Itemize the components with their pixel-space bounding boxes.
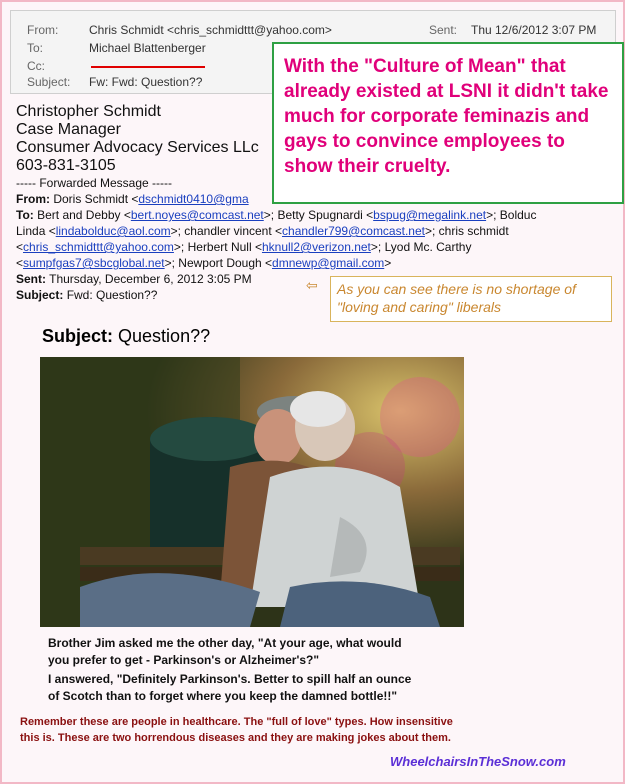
forward-to-label: To: bbox=[16, 208, 34, 222]
to-l1-email2[interactable]: bspug@megalink.net bbox=[373, 208, 487, 222]
to-l2-email1[interactable]: lindabolduc@aol.com bbox=[55, 224, 171, 238]
cc-label: Cc: bbox=[27, 59, 45, 73]
comment-line-2: this is. These are two horrendous diseases and they are making jokes about them. bbox=[20, 732, 451, 744]
to-l3-end: >; Lyod Mc. Carthy bbox=[370, 240, 472, 254]
forward-sent-row bbox=[16, 272, 252, 286]
to-l4-end: > bbox=[384, 256, 392, 270]
from-value[interactable]: Chris Schmidt <chris_schmidttt@yahoo.com> bbox=[89, 23, 332, 37]
to-l1-name: Bert and Debby < bbox=[37, 208, 131, 222]
to-l3-email2[interactable]: hknull2@verizon.net bbox=[261, 240, 371, 254]
forward-to-row-4 bbox=[16, 256, 391, 270]
to-l4-email1[interactable]: sumpfgas7@sbcglobal.net bbox=[23, 256, 165, 270]
to-l3-email1[interactable]: chris_schmidttt@yahoo.com bbox=[23, 240, 174, 254]
photo-two-elderly-men-on-bench bbox=[40, 357, 464, 627]
to-l4-email2[interactable]: dmnewp@gmail.com bbox=[272, 256, 385, 270]
forward-subject-label: Subject: bbox=[16, 288, 64, 302]
forward-from-name: Doris Schmidt < bbox=[53, 192, 139, 206]
sent-value: Thu 12/6/2012 3:07 PM bbox=[471, 23, 597, 37]
body-subject-label: Subject: bbox=[42, 326, 114, 346]
to-l2-mid: >; chandler vincent < bbox=[170, 224, 283, 238]
forward-divider: ----- Forwarded Message ----- bbox=[16, 176, 173, 190]
joke-line-1: Brother Jim asked me the other day, "At your age, what would bbox=[48, 636, 402, 650]
signature-company: Consumer Advocacy Services LLc bbox=[16, 139, 259, 156]
forward-sent-value: Thursday, December 6, 2012 3:05 PM bbox=[49, 272, 252, 286]
subject-label: Subject: bbox=[27, 75, 71, 89]
note-text: As you can see there is no shortage of "loving and caring" liberals bbox=[337, 281, 576, 315]
body-subject-value: Question?? bbox=[118, 326, 211, 346]
joke-line-2: you prefer to get - Parkinson's or Alzheimer's?" bbox=[48, 653, 320, 667]
forward-to-row-2 bbox=[16, 224, 509, 238]
to-label: To: bbox=[27, 41, 44, 55]
joke-line-3: I answered, "Definitely Parkinson's. Better to spill half an ounce bbox=[48, 672, 412, 686]
joke-line-4: of Scotch than to forget where you keep the damned bottle!!" bbox=[48, 689, 398, 703]
commentary-callout bbox=[272, 42, 624, 204]
forward-sent-label: Sent: bbox=[16, 272, 46, 286]
forward-subject-row bbox=[16, 288, 157, 302]
to-l2-name: Linda < bbox=[16, 224, 56, 238]
to-l2-end: >; chris schmidt bbox=[424, 224, 509, 238]
signature-title: Case Manager bbox=[16, 121, 121, 138]
forward-from-label: From: bbox=[16, 192, 50, 206]
callout-text: With the "Culture of Mean" that already existed at LSNI it didn't take much for corporate feminazis and gays to convince employees to show their cruelty. bbox=[284, 56, 609, 177]
forward-from-email[interactable]: dschmidt0410@gma bbox=[138, 192, 249, 206]
forward-from-row bbox=[16, 192, 249, 206]
to-l1-email1[interactable]: bert.noyes@comcast.net bbox=[130, 208, 264, 222]
sent-label: Sent: bbox=[429, 23, 458, 37]
to-l4-mid: >; Newport Dough < bbox=[164, 256, 273, 270]
to-l4-start: < bbox=[16, 256, 24, 270]
photo-illustration bbox=[40, 357, 464, 627]
to-l3-start: < bbox=[16, 240, 24, 254]
signature-phone: 603-831-3105 bbox=[16, 157, 116, 174]
comment-line-1: Remember these are people in healthcare. The "full of love" types. How insensitive bbox=[20, 716, 453, 728]
to-l2-email2[interactable]: chandler799@comcast.net bbox=[282, 224, 425, 238]
to-l1-end: >; Bolduc bbox=[486, 208, 537, 222]
site-watermark: WheelchairsInTheSnow.com bbox=[390, 754, 566, 769]
forward-to-row-3 bbox=[16, 240, 471, 254]
to-value[interactable]: Michael Blattenberger bbox=[89, 41, 206, 55]
forward-subject-value: Fwd: Question?? bbox=[66, 288, 158, 302]
body-subject bbox=[42, 326, 210, 347]
from-label: From: bbox=[27, 23, 59, 37]
forward-to-row-1 bbox=[16, 208, 536, 222]
subject-value: Fw: Fwd: Question?? bbox=[89, 75, 203, 89]
to-l1-mid: >; Betty Spugnardi < bbox=[263, 208, 374, 222]
signature-name: Christopher Schmidt bbox=[16, 103, 161, 120]
to-l3-mid: >; Herbert Null < bbox=[173, 240, 262, 254]
left-arrow-icon: ⇦ bbox=[306, 277, 318, 293]
annotation-note bbox=[330, 276, 612, 322]
to-underline bbox=[91, 66, 205, 68]
